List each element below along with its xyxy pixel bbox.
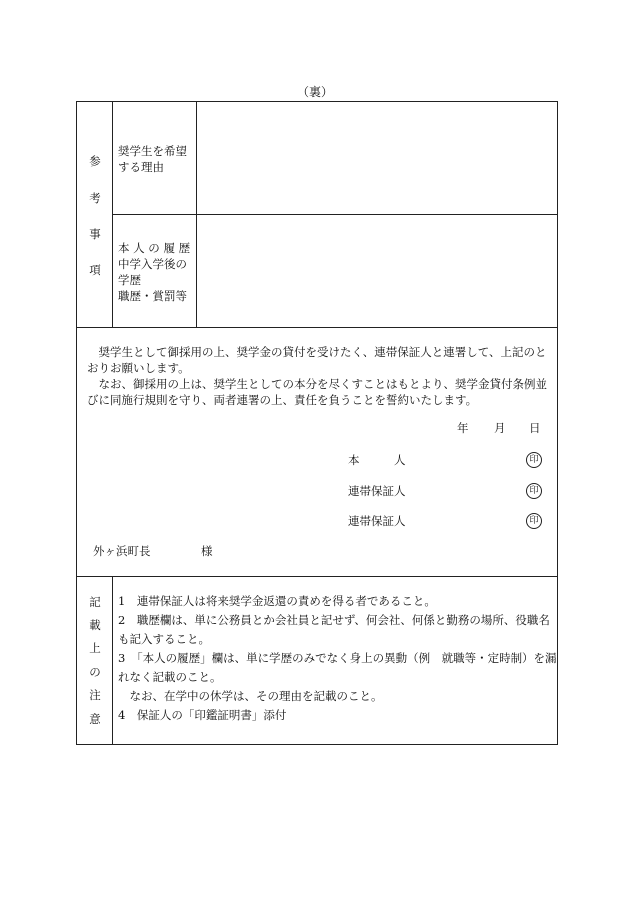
pledge-paragraph: なお、御採用の上は、奨学生としての本分を尽くすことはもとより、奨学金貸付条例並びに同施行規則を守り、両者連署の上、責任を負うことを誓約いたします。 (87, 377, 547, 407)
page-side-label: （裏） (296, 85, 333, 99)
reference-heading-char: 考 (89, 191, 101, 205)
history-label-line: 本 人 の 履 歴 (118, 241, 191, 255)
pledge-paragraph: 奨学生として御採用の上、奨学金の貸付を受けたく、連帯保証人と連署して、上記のとおりお願いします。 (87, 345, 547, 375)
history-label-line: 職歴・賞罰等 (118, 289, 187, 303)
notes-heading-char: の (89, 665, 101, 679)
seal-icon: 印 (526, 513, 542, 529)
reason-label (118, 143, 187, 175)
addressee-honorific: 様 (201, 544, 213, 558)
seal-icon: 印 (526, 483, 542, 499)
date-month-label: 月 (494, 421, 506, 435)
note-item: なお、在学中の休学は、その理由を記載のこと。 (129, 689, 383, 703)
addressee: 外ヶ浜町長 (93, 544, 151, 558)
history-label-line: 学歴 (118, 273, 141, 287)
signature-label-self: 本 人 (348, 453, 406, 467)
notes-heading-char: 注 (89, 688, 101, 702)
notes-list (118, 592, 558, 725)
history-field[interactable] (198, 216, 556, 326)
signature-label-guarantor: 連帯保証人 (348, 514, 406, 528)
notes-heading-char: 記 (89, 595, 101, 609)
reason-field[interactable] (198, 103, 556, 213)
note-item: 1 連帯保証人は将来奨学金返還の責めを得る者であること。 (118, 594, 436, 608)
notes-heading-char: 載 (89, 618, 101, 632)
date-day-label: 日 (529, 421, 541, 435)
seal-icon: 印 (526, 452, 542, 468)
reference-heading-char: 参 (89, 154, 101, 168)
reference-heading-char: 事 (89, 227, 101, 241)
note-item: 3 「本人の履歴」欄は、単に学歴のみでなく身上の異動（例 就職等・定時制）を漏れなく記載のこと。 (118, 651, 557, 684)
history-label (118, 240, 190, 304)
note-item: 2 職歴欄は、単に公務員とか会社員と記せず、何会社、何係と勤務の場所、役職名も記入すること。 (118, 613, 550, 646)
reason-label-line: 奨学生を希望 (118, 144, 187, 158)
notes-heading-char: 上 (89, 641, 101, 655)
reason-label-line: する理由 (118, 160, 164, 174)
note-item: 4 保証人の「印鑑証明書」添付 (118, 708, 287, 722)
history-label-line: 中学入学後の (118, 257, 187, 271)
reference-heading-char: 項 (89, 263, 101, 277)
signature-label-guarantor: 連帯保証人 (348, 484, 406, 498)
notes-heading-char: 意 (89, 712, 101, 726)
date-year-label: 年 (457, 421, 469, 435)
